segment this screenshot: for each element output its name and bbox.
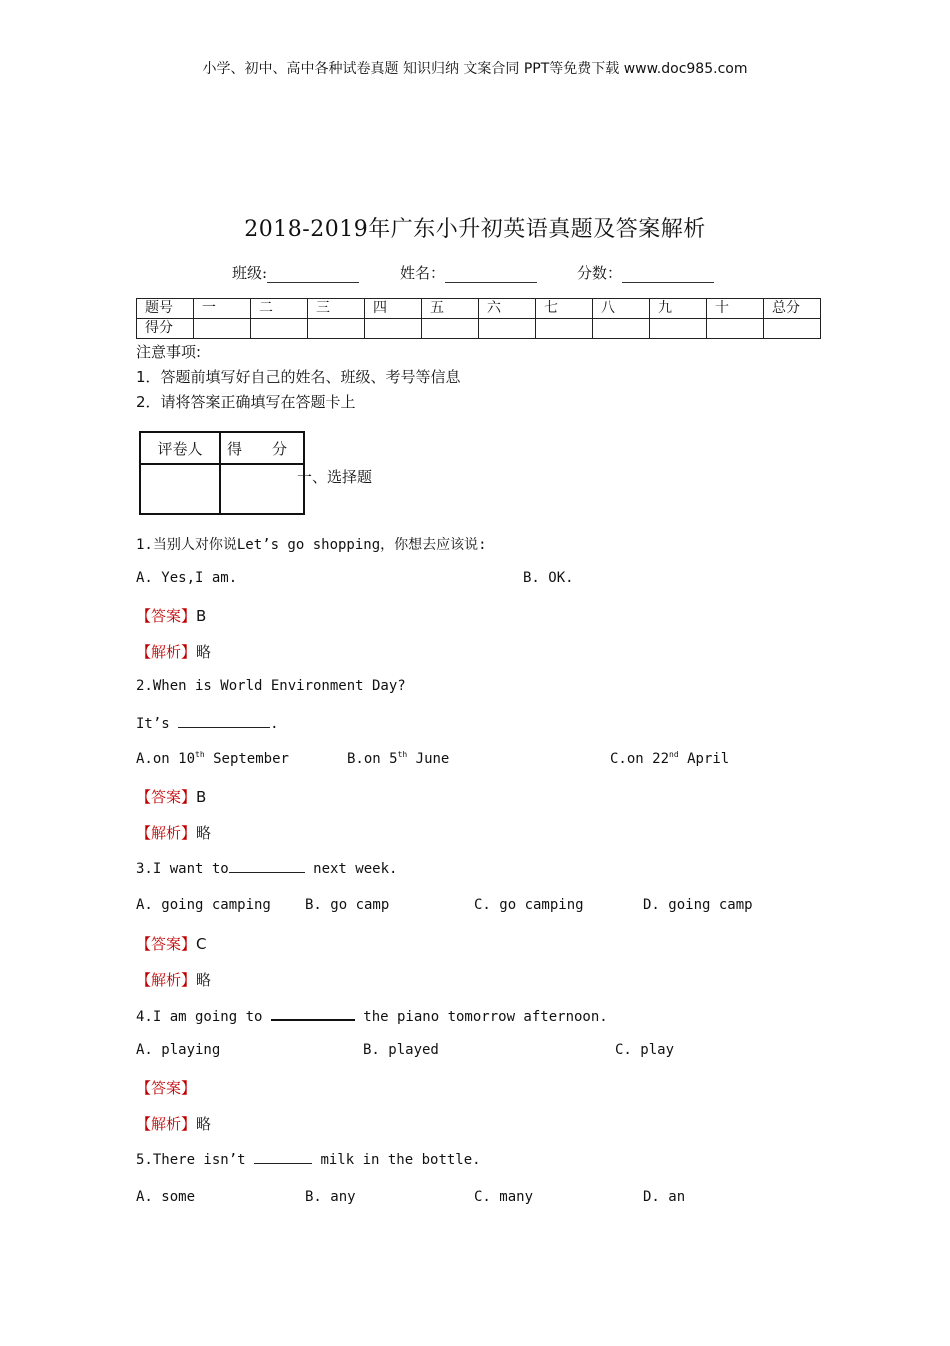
section-title: 一、选择题	[297, 468, 373, 486]
score-field	[577, 262, 714, 283]
analysis-value: 略	[196, 824, 212, 842]
site-header: 小学、初中、高中各种试卷真题 知识归纳 文案合同 PPT等免费下载 www.doc985.com	[202, 61, 748, 77]
option-text: June	[407, 751, 450, 767]
answer-value: B	[196, 788, 207, 806]
analysis-tag: 【解析】	[136, 643, 197, 661]
grader-score-label: 得 分	[220, 432, 304, 464]
question-stem	[136, 1150, 481, 1168]
stem-post: next week.	[304, 861, 398, 877]
analysis-tag: 【解析】	[136, 1115, 197, 1133]
answer-line	[136, 933, 207, 954]
score-table-col: 七	[536, 299, 593, 319]
page-title: 2018-2019年广东小升初英语真题及答案解析	[244, 217, 706, 242]
score-cell[interactable]	[764, 319, 821, 339]
grader-score-cell[interactable]	[220, 464, 304, 514]
score-table-col: 六	[479, 299, 536, 319]
option[interactable]	[136, 750, 289, 767]
stem-post: the piano tomorrow afternoon.	[354, 1009, 608, 1025]
stem-pre: 5.There isn’t	[136, 1152, 255, 1168]
option-text: September	[204, 751, 289, 767]
score-table-col: 三	[308, 299, 365, 319]
answer-blank[interactable]	[178, 714, 270, 728]
score-table-col: 十	[707, 299, 764, 319]
score-table-col: 一	[194, 299, 251, 319]
option[interactable]: C. play	[615, 1042, 675, 1058]
question-stem	[136, 1006, 608, 1025]
question-stem: 1.当别人对你说Let’s go shopping，你想去应该说:	[136, 537, 487, 553]
question-stem: 2.When is World Environment Day?	[136, 678, 406, 694]
option-sup: th	[195, 750, 205, 759]
score-table-col: 总分	[764, 299, 821, 319]
score-cell[interactable]	[194, 319, 251, 339]
score-table-header-row	[137, 299, 821, 319]
score-cell[interactable]	[365, 319, 422, 339]
stem-post: .	[270, 716, 279, 732]
score-cell[interactable]	[251, 319, 308, 339]
score-table-col: 二	[251, 299, 308, 319]
answer-blank[interactable]	[229, 859, 305, 873]
option-sup: th	[397, 750, 408, 759]
score-table-label: 得分	[137, 319, 194, 339]
score-table-col: 五	[422, 299, 479, 319]
answer-line	[136, 1077, 196, 1098]
option[interactable]: A. playing	[136, 1042, 221, 1058]
grader-table	[139, 431, 305, 515]
option-text: April	[678, 751, 730, 767]
notice-item: 1．答题前填写好自己的姓名、班级、考号等信息	[136, 368, 461, 386]
score-cell[interactable]	[707, 319, 764, 339]
score-blank[interactable]	[622, 267, 714, 283]
option-sup: nd	[669, 750, 679, 759]
analysis-tag: 【解析】	[136, 971, 197, 989]
name-blank[interactable]	[445, 267, 537, 283]
option-text: A.on 10	[136, 751, 196, 767]
option[interactable]: A. Yes,I am.	[136, 570, 238, 586]
analysis-line	[136, 969, 211, 990]
notice-item: 2．请将答案正确填写在答题卡上	[136, 393, 356, 411]
option[interactable]: A. some	[136, 1189, 196, 1205]
answer-tag: 【答案】	[136, 935, 197, 953]
analysis-value: 略	[196, 1115, 212, 1133]
answer-tag: 【答案】	[136, 607, 197, 625]
score-cell[interactable]	[650, 319, 707, 339]
class-blank[interactable]	[267, 267, 359, 283]
score-table-score-row	[137, 319, 821, 339]
stem-pre: 4.I am going to	[136, 1009, 271, 1025]
option[interactable]: B. go camp	[305, 897, 390, 913]
analysis-value: 略	[196, 971, 212, 989]
question-stem	[136, 859, 397, 877]
option[interactable]: A. going camping	[136, 897, 271, 913]
score-label: 分数：	[577, 264, 623, 282]
answer-line	[136, 605, 206, 626]
answer-blank[interactable]	[254, 1150, 312, 1164]
option[interactable]	[347, 750, 449, 767]
answer-tag: 【答案】	[136, 1079, 197, 1097]
option-text: B.on 5	[347, 751, 398, 767]
score-table-col: 九	[650, 299, 707, 319]
score-table-col: 四	[365, 299, 422, 319]
answer-blank[interactable]	[271, 1006, 355, 1021]
score-cell[interactable]	[593, 319, 650, 339]
score-cell[interactable]	[536, 319, 593, 339]
option[interactable]: B. any	[305, 1189, 356, 1205]
question-stem-line2	[136, 714, 279, 732]
score-table-col: 八	[593, 299, 650, 319]
notice-title: 注意事项:	[136, 343, 202, 361]
analysis-line	[136, 822, 211, 843]
option[interactable]	[610, 750, 729, 767]
grader-reviewer-cell[interactable]	[140, 464, 220, 514]
name-label: 姓名：	[400, 264, 446, 282]
answer-line	[136, 786, 206, 807]
analysis-line	[136, 1113, 211, 1134]
analysis-value: 略	[196, 643, 212, 661]
score-table	[136, 298, 821, 339]
option[interactable]: B. played	[363, 1042, 439, 1058]
class-field	[232, 262, 359, 283]
stem-post: milk in the bottle.	[312, 1152, 481, 1168]
answer-value: C	[196, 935, 207, 953]
analysis-line	[136, 641, 211, 662]
answer-value: B	[196, 607, 207, 625]
option-text: C.on 22	[610, 751, 670, 767]
grader-reviewer-label: 评卷人	[140, 432, 220, 464]
analysis-tag: 【解析】	[136, 824, 197, 842]
score-table-label: 题号	[137, 299, 194, 319]
option[interactable]: D. an	[643, 1189, 686, 1205]
option[interactable]: C. go camping	[474, 897, 584, 913]
score-cell[interactable]	[308, 319, 365, 339]
answer-tag: 【答案】	[136, 788, 197, 806]
stem-pre: It’s	[136, 716, 179, 732]
score-cell[interactable]	[422, 319, 479, 339]
score-cell[interactable]	[479, 319, 536, 339]
class-label: 班级:	[232, 264, 268, 282]
option[interactable]: C. many	[474, 1189, 534, 1205]
name-field	[400, 262, 537, 283]
option[interactable]: B. OK.	[523, 570, 574, 586]
option[interactable]: D. going camp	[643, 897, 753, 913]
stem-pre: 3.I want to	[136, 861, 229, 877]
